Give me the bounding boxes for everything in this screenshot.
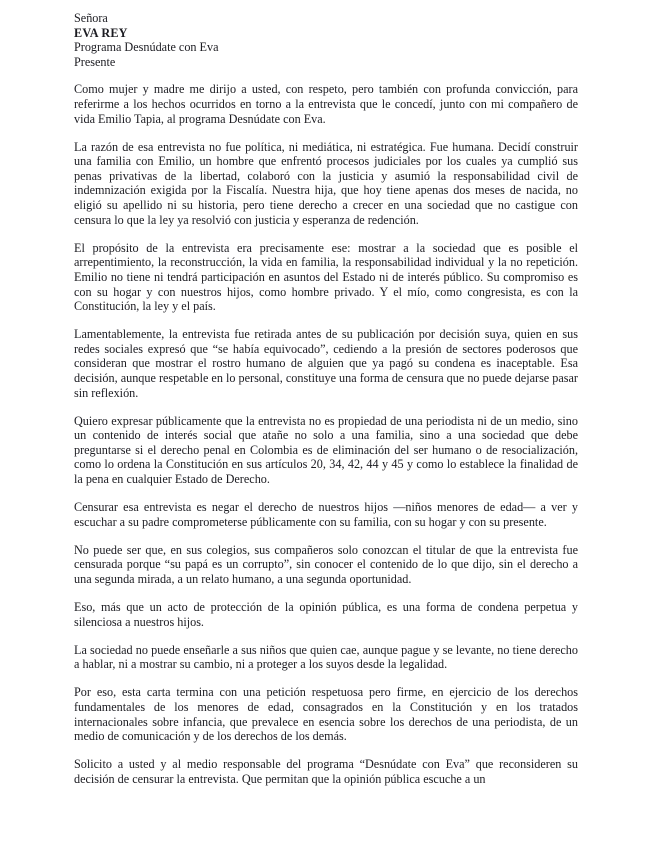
letter-paragraph: No puede ser que, en sus colegios, sus compañeros solo conozcan el titular de que la entrevista fue censurada porque “su papá es un corrupto”, sin conocer el contenido de lo que dijo, sin el derecho a una segunda mirada, a un relato humano, a una segunda oportunidad.: [74, 542, 578, 586]
addressee-salutation: Señora: [74, 11, 108, 25]
addressee-block: [74, 11, 578, 69]
letter-paragraph: Censurar esa entrevista es negar el derecho de nuestros hijos —niños menores de edad— a ver y escuchar a su padre comprometerse públicamente con su familia, con su hogar y con su presente.: [74, 500, 578, 529]
letter-paragraph-clipped: Solicito a usted y al medio responsable del programa “Desnúdate con Eva” que reconsideren su decisión de censurar la entrevista. Que permitan que la opinión pública escuche a un: [74, 757, 578, 786]
letter-paragraph: Por eso, esta carta termina con una petición respetuosa pero firme, en ejercicio de los derechos fundamentales de los menores de edad, consagrados en la Constitución y en los tratados internacionales sobre infancia, que prevalece en esencia sobre los derechos de una periodista, de un medio de comunicación y de los derechos de los demás.: [74, 685, 578, 744]
addressee-place: Presente: [74, 54, 116, 69]
letter-paragraph: Como mujer y madre me dirijo a usted, con respeto, pero también con profunda convicción, para referirme a los hechos ocurridos en torno a la entrevista que le concedí, junto con mi compañero de vida Emilio Tapia, al programa Desnúdate con Eva.: [74, 82, 578, 126]
letter-paragraph: El propósito de la entrevista era precisamente ese: mostrar a la sociedad que es posible el arrepentimiento, la reconstrucción, la vida en familia, la responsabilidad individual y la no repetición. Emilio no tiene ni tendrá participación en asuntos del Estado ni de interés público. Su compromiso es con su hogar y con nuestros hijos, como hombre privado. Y el mío, como congresista, es con la Constitución, la ley y el país.: [74, 240, 578, 314]
letter-content: [74, 11, 578, 787]
addressee-program: Programa Desnúdate con Eva: [74, 40, 219, 55]
letter-paragraph: La razón de esa entrevista no fue política, ni mediática, ni estratégica. Fue humana. Decidí construir una familia con Emilio, un hombre que enfrentó procesos judiciales por los cuales ya cumplió sus penas privativas de la libertad, colaboró con la justicia y asumió la responsabilidad civil de indemnización exigida por la Fiscalía. Nuestra hija, que hoy tiene apenas dos meses de nacida, no eligió su apellido ni su historia, pero tiene derecho a crecer en una sociedad que no castigue con censura lo que la ley ya resolvió con justicia y esperanza de redención.: [74, 139, 578, 227]
letter-paragraph: Lamentablemente, la entrevista fue retirada antes de su publicación por decisión suya, quien en sus redes sociales expresó que “se había equivocado”, cediendo a la presión de sectores poderosos que consideran que mostrar el rostro humano de alguien que ya pagó su condena es inaceptable. Esa decisión, aunque respetable en lo personal, constituye una forma de censura que no puede dejarse pasar sin reflexión.: [74, 327, 578, 400]
letter-paragraph: Quiero expresar públicamente que la entrevista no es propiedad de una periodista ni de un medio, sino un contenido de interés social que atañe no solo a una familia, sino a una sociedad que debe preguntarse si el derecho penal en Colombia es de eliminación del ser humano o de resocialización, como lo ordena la Constitución en sus artículos 20, 34, 42, 44 y 45 y como lo establece la finalidad de la pena en cualquier Estado de Derecho.: [74, 413, 578, 487]
addressee-name: EVA REY: [74, 25, 128, 40]
letter-paragraph: La sociedad no puede enseñarle a sus niños que quien cae, aunque pague y se levante, no tiene derecho a hablar, ni a mostrar su cambio, ni a proteger a los suyos desde la legalidad.: [74, 642, 578, 672]
letter-paragraph: Eso, más que un acto de protección de la opinión pública, es una forma de condena perpetua y silenciosa a nuestros hijos.: [74, 600, 578, 629]
